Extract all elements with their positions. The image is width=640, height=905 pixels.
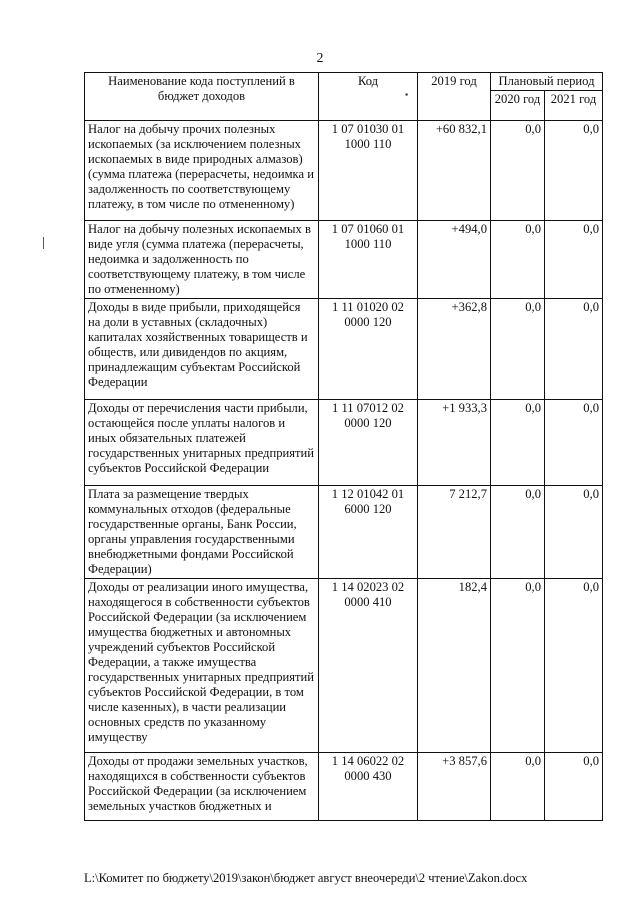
row-name: Налог на добычу прочих полезных ископаемых (за исключением полезных ископаемых в виде природных алмазов) (сумма платежа (перерасчеты, недоимка и задолженность по соответствующему платежу, в том числе по отмененному) [85, 121, 319, 221]
margin-mark [43, 237, 44, 249]
row-code: 1 14 06022 02 0000 430 [319, 753, 418, 821]
row-2021: 0,0 [545, 299, 603, 400]
row-code: 1 07 01030 01 1000 110 [319, 121, 418, 221]
table-row [85, 579, 603, 753]
row-2019: +60 832,1 [418, 121, 491, 221]
header-code [319, 73, 418, 121]
header-2021: 2021 год [545, 91, 603, 121]
row-2021: 0,0 [545, 753, 603, 821]
row-name: Плата за размещение твердых коммунальных отходов (федеральные государственные органы, Банк России, органы управления государственными внебюджетными фондами Российской Федерации) [85, 486, 319, 579]
page-number: 2 [316, 51, 324, 66]
scan-dot: ▪ [405, 90, 408, 99]
row-name: Доходы от продажи земельных участков, находящихся в собственности субъектов Российской Федерации (за исключением земельных участков бюджетных и [85, 753, 319, 821]
table-row [85, 753, 603, 821]
row-2019: +362,8 [418, 299, 491, 400]
table-row [85, 121, 603, 221]
row-2020: 0,0 [491, 121, 545, 221]
header-2020: 2020 год [491, 91, 545, 121]
row-code: 1 07 01060 01 1000 110 [319, 221, 418, 299]
file-path-footer: L:\Комитет по бюджету\2019\закон\бюджет август внеочереди\2 чтение\Zakon.docx [84, 871, 528, 885]
row-2020: 0,0 [491, 486, 545, 579]
row-2020: 0,0 [491, 221, 545, 299]
row-2020: 0,0 [491, 753, 545, 821]
row-code: 1 14 02023 02 0000 410 [319, 579, 418, 753]
row-code: 1 11 07012 02 0000 120 [319, 400, 418, 486]
row-2019: +3 857,6 [418, 753, 491, 821]
header-name: Наименование кода поступлений в бюджет доходов [85, 73, 319, 121]
row-name: Доходы от перечисления части прибыли, остающейся после уплаты налогов и иных обязательных платежей государственных унитарных предприятий субъектов Российской Федерации [85, 400, 319, 486]
row-2020: 0,0 [491, 400, 545, 486]
header-code-label: Код [357, 74, 379, 88]
row-2021: 0,0 [545, 221, 603, 299]
row-2021: 0,0 [545, 400, 603, 486]
revenue-table [84, 72, 603, 821]
row-2019: 182,4 [418, 579, 491, 753]
row-2021: 0,0 [545, 121, 603, 221]
header-2019: 2019 год [418, 73, 491, 121]
table-row [85, 400, 603, 486]
row-2020: 0,0 [491, 579, 545, 753]
row-2021: 0,0 [545, 579, 603, 753]
row-name: Налог на добычу полезных ископаемых в виде угля (сумма платежа (перерасчеты, недоимка и задолженность по соответствующему платежу, в том числе по отмененному) [85, 221, 319, 299]
row-2019: 7 212,7 [418, 486, 491, 579]
table-row [85, 299, 603, 400]
table-row [85, 221, 603, 299]
row-2021: 0,0 [545, 486, 603, 579]
row-2019: +1 933,3 [418, 400, 491, 486]
row-2020: 0,0 [491, 299, 545, 400]
row-2019: +494,0 [418, 221, 491, 299]
header-planned-period: Плановый период [491, 73, 603, 91]
row-code: 1 11 01020 02 0000 120 [319, 299, 418, 400]
row-name: Доходы от реализации иного имущества, находящегося в собственности субъектов Российской Федерации (за исключением имущества бюджетных и автономных учреждений субъектов Российской Федерации, а также имущества государственных унитарных предприятий субъектов Российской Федерации, в том числе казенных), в части реализации основных средств по указанному имуществу [85, 579, 319, 753]
table-row [85, 486, 603, 579]
row-code: 1 12 01042 01 6000 120 [319, 486, 418, 579]
row-name: Доходы в виде прибыли, приходящейся на доли в уставных (складочных) капиталах хозяйственных товариществ и обществ, или дивидендов по акциям, принадлежащим субъектам Российской Федерации [85, 299, 319, 400]
